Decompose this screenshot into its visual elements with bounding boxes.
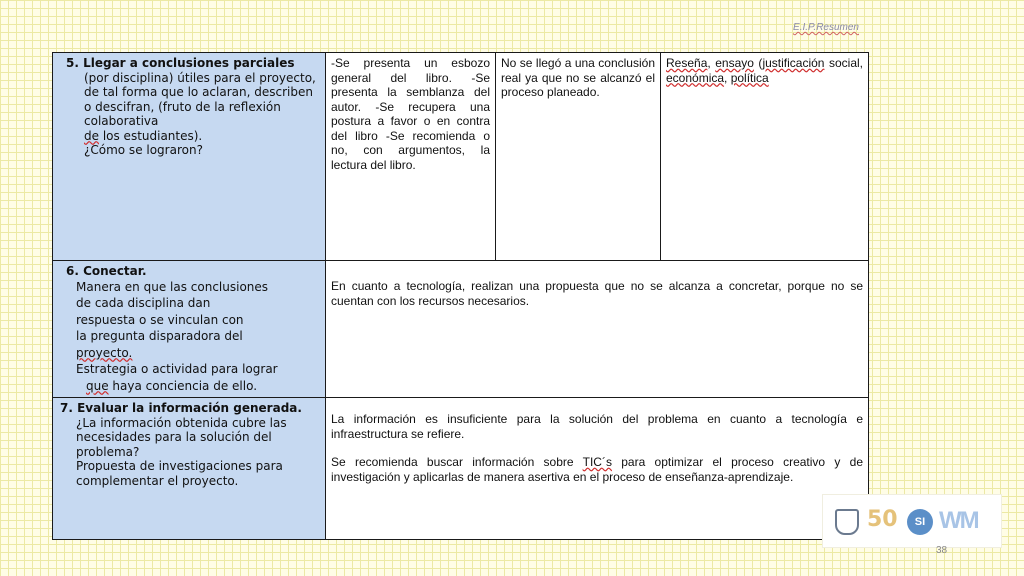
table-row-5 (53, 53, 869, 261)
row7-description-2: Propuesta de investigaciones para complementar el proyecto. (76, 459, 283, 488)
row5-description: (por disciplina) útiles para el proyecto, de tal forma que lo aclaran, describen o descifran, (fruto de la reflexión colaborativa (84, 70, 316, 128)
table-row-6 (53, 261, 869, 398)
row5-question: ¿Cómo se lograron? (84, 143, 203, 157)
summary-table (52, 52, 869, 540)
row7-title: 7. Evaluar la información generada. (60, 401, 302, 415)
row5-description-end: de los estudiantes). (84, 128, 203, 143)
row6-line-7: que haya conciencia de ello. (86, 378, 258, 393)
row5-col2-cell: No se llegó a una conclusión real ya que no se alcanzó el proceso planeado. (496, 53, 661, 261)
row5-criteria-cell (53, 53, 326, 261)
row5-col3-cell: Reseña, ensayo (justificación social, económica, política (661, 53, 869, 261)
header-title: E.I.P.Resumen (793, 22, 859, 33)
row6-line-1: Manera en que las conclusiones (76, 279, 269, 294)
row7-paragraph-2: Se recomienda buscar información sobre TIC´s para optimizar el proceso creativo y de investigación y aplicarlas de manera asertiva en el proceso de enseñanza-aprendizaje. (331, 455, 863, 484)
row7-criteria-cell (53, 398, 326, 540)
row6-content-cell: En cuanto a tecnología, realizan una propuesta que no se alcanza a concretar, porque no se cuentan con los recursos necesarios. (326, 261, 869, 398)
row6-criteria-cell (53, 261, 326, 398)
anniversary-50-logo: 50 (867, 507, 898, 532)
page-number: 38 (936, 545, 948, 556)
row7-content-cell (326, 398, 869, 540)
wm-logo: WM (939, 507, 978, 534)
row5-col1-cell: -Se presenta un esbozo general del libro. -Se presenta la semblanza del autor. -Se recupera una postura a favor o en contra del libro -Se recomienda o no, con argumentos, la lectura del libro. (326, 53, 496, 261)
row6-line-5: proyecto. (76, 345, 133, 360)
row6-line-4: la pregunta disparadora del (76, 329, 243, 343)
footer-logos (822, 494, 1002, 548)
row7-description: ¿La información obtenida cubre las necesidades para la solución del problema? (76, 415, 287, 459)
table-row-7 (53, 398, 869, 540)
row6-line-3: respuesta o se vinculan con (76, 312, 244, 327)
row7-paragraph-1: La información es insuficiente para la solución del problema en cuanto a tecnología e infraestructura se refiere. (331, 412, 863, 441)
row6-title: 6. Conectar. (66, 264, 147, 278)
row6-line-2: de cada disciplina dan (76, 296, 211, 310)
row5-title: 5. Llegar a conclusiones parciales (66, 56, 295, 70)
unam-shield-icon (835, 509, 859, 535)
row6-line-6: Estrategia o actividad para lograr (76, 362, 278, 376)
si-logo: SI (907, 509, 933, 535)
